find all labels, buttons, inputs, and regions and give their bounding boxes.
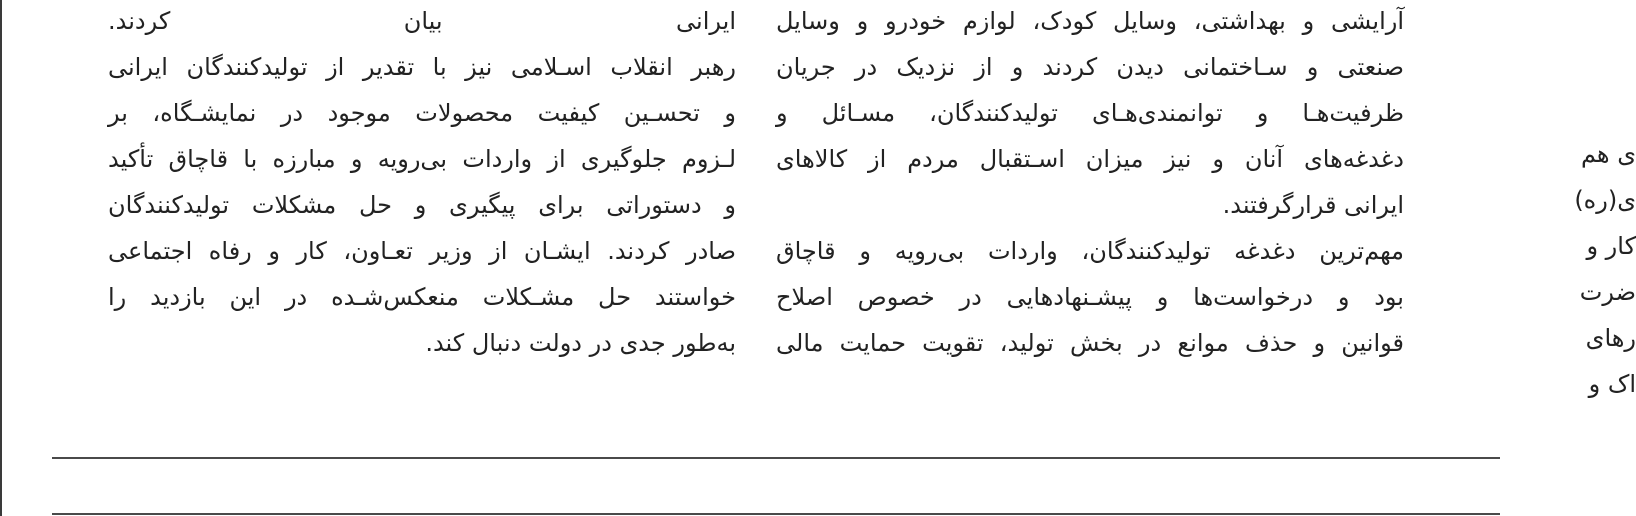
paragraph-line: ضرت	[1579, 278, 1636, 306]
paragraph-line: ی(ره)	[1574, 186, 1636, 214]
paragraph-line: و تحسـین کیفیت محصولات موجود در نمایشـگاه، بر	[108, 99, 736, 127]
paragraph-line: لـزوم جلوگیری از واردات بی‌رویه و مبارزه با قاچاق تأکید	[108, 145, 736, 173]
paragraph-line: رهبر انقلاب اسـلامی نیز با تقدیر از تولیدکنندگان ایرانی	[108, 53, 736, 81]
paragraph-line: قوانین و حذف موانع در بخش تولید، تقویت حمایت مالی	[776, 329, 1404, 357]
paragraph-line: ایرانی بیان کردند.	[108, 7, 736, 35]
paragraph-line: دغدغه‌های آنان و نیز میزان اسـتقبال مردم از کالاهای	[776, 145, 1404, 173]
article-column-right-partial	[1436, 131, 1636, 407]
horizontal-rule	[52, 513, 1500, 515]
paragraph-line: مهم‌ترین دغدغه تولیدکنندگان، واردات بی‌رویه و قاچاق	[776, 237, 1404, 265]
paragraph-line: بود و درخواست‌ها و پیشـنهادهایی در خصوص اصلاح	[776, 283, 1404, 311]
paragraph-line: رهای	[1585, 324, 1636, 352]
paragraph-line: اک و	[1588, 370, 1636, 398]
paragraph-line: آرایشی و بهداشتی، وسایل کودک، لوازم خودرو و وسایل	[776, 7, 1404, 35]
page-left-border	[0, 0, 2, 516]
paragraph-line: ظرفیت‌هـا و توانمندی‌هـای تولیدکنندگان، مسـائل و	[776, 99, 1404, 127]
horizontal-rule	[52, 457, 1500, 459]
article-column-middle	[776, 0, 1404, 366]
paragraph-line: به‌طور جدی در دولت دنبال کند.	[425, 329, 736, 357]
paragraph-line: ایرانی قرارگرفتند.	[1222, 191, 1404, 219]
paragraph-line: کار و	[1586, 232, 1636, 260]
paragraph-line: و دستوراتی برای پیگیری و حل مشکلات تولیدکنندگان	[108, 191, 736, 219]
paragraph-line: ی هم	[1580, 140, 1636, 168]
paragraph-line: صادر کردند. ایشـان از وزیر تعـاون، کار و رفاه اجتماعی	[108, 237, 736, 265]
article-column-left	[108, 0, 736, 366]
paragraph-line: خواستند حل مشـکلات منعکس‌شـده در این بازدید را	[108, 283, 736, 311]
paragraph-line: صنعتی و سـاختمانی دیدن کردند و از نزدیک در جریان	[776, 53, 1404, 81]
